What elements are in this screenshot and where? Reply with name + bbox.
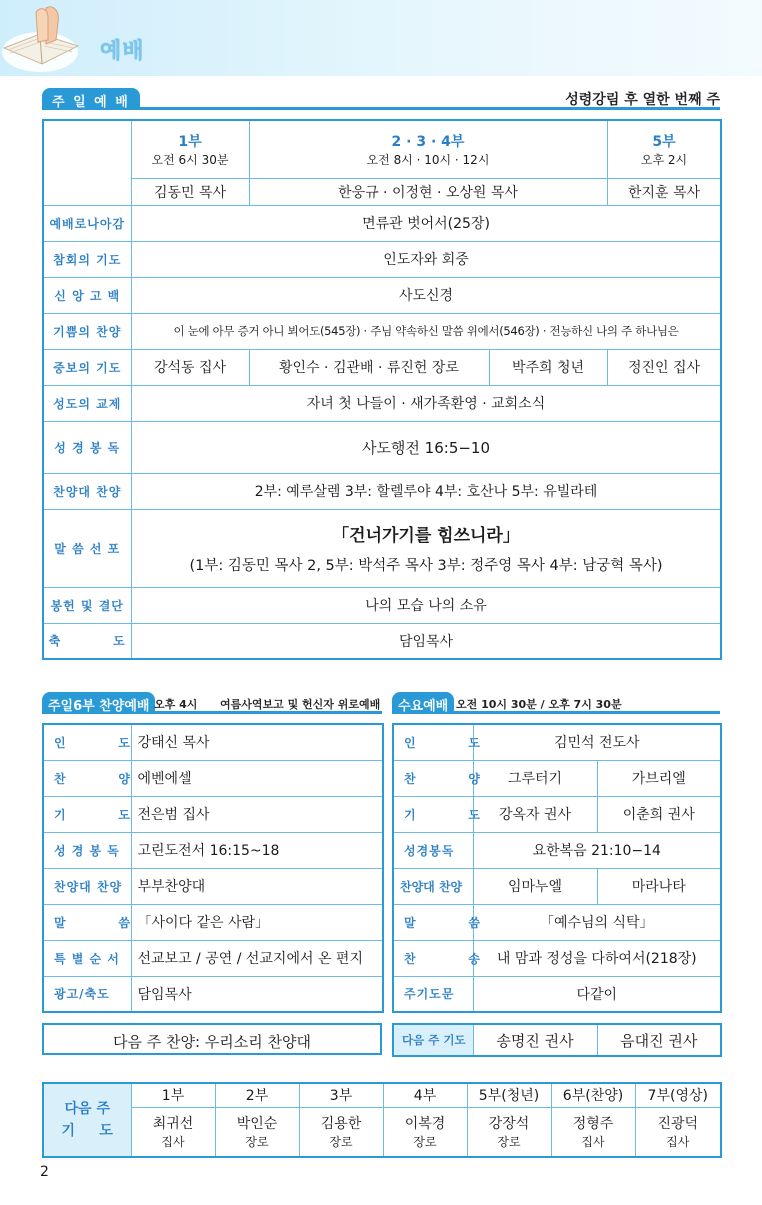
next-week-label-2: 기 도 (61, 1123, 113, 1139)
page-title: 예배 (100, 39, 145, 64)
nw-service-name: 4부 (383, 1083, 467, 1107)
sermon-preachers: (1부: 김동민 목사 2, 5부: 박석주 목사 3부: 정주영 목사 4부: 남궁혁 목사) (189, 558, 663, 574)
row-label: 성도의 교제 (43, 385, 131, 421)
row-label: 인 도 (43, 724, 131, 760)
row-label: 광고/축도 (43, 976, 131, 1012)
row-label: 성 경 봉 독 (43, 832, 131, 868)
next-week-choir: 다음 주 찬양: 우리소리 찬양대 (42, 1023, 382, 1055)
nw-person: 이복경 장로 (383, 1107, 467, 1157)
nw-service-name: 6부(찬양) (551, 1083, 635, 1107)
nw-service-name: 3부 (299, 1083, 383, 1107)
intercession-1: 강석동 집사 (131, 349, 249, 385)
service-234-pastor: 한웅규 · 이정현 · 오상원 목사 (249, 178, 607, 205)
row-label: 신 앙 고 백 (43, 277, 131, 313)
row-label: 특 별 순 서 (43, 940, 131, 976)
service-5-pastor: 한지훈 목사 (607, 178, 721, 205)
sixth-leader: 강태신 목사 (131, 724, 383, 760)
nw-service-name: 1부 (131, 1083, 215, 1107)
row-label: 참회의 기도 (43, 241, 131, 277)
nw-person: 정형주 집사 (551, 1107, 635, 1157)
wednesday-tab: 수요예배 (392, 692, 454, 714)
wednesday-service-table (392, 723, 722, 1013)
next-prayer-label: 다음 주 기도 (393, 1024, 473, 1056)
intercession-5: 박주희 청년 (489, 349, 607, 385)
wed-choir-pm: 마라나타 (597, 868, 721, 904)
row-label: 중보의 기도 (43, 349, 131, 385)
intercession-234: 황인수 · 김관배 · 류진헌 장로 (249, 349, 489, 385)
next-week-label-1: 다음 주 (64, 1101, 110, 1117)
wed-sermon: 「예수님의 식탁」 (473, 904, 721, 940)
bible-prayer-hands-icon (0, 0, 96, 76)
sixth-service-table (42, 723, 384, 1013)
wed-lords-prayer: 다같이 (473, 976, 721, 1012)
sixth-scripture: 고린도전서 16:15~18 (131, 832, 383, 868)
wed-hymn: 내 맘과 정성을 다하여서(218장) (473, 940, 721, 976)
nw-service-name: 7부(영상) (635, 1083, 721, 1107)
sixth-time: 오후 4시 (154, 698, 198, 711)
sunday-section-bar (42, 88, 720, 110)
nw-service-name: 2부 (215, 1083, 299, 1107)
row-label: 찬양대 찬양 (393, 868, 473, 904)
service-1-pastor: 김동민 목사 (131, 178, 249, 205)
row-label: 찬 양 (393, 760, 473, 796)
call-to-worship: 면류관 벗어서(25장) (131, 205, 721, 241)
wed-prayer-am: 강옥자 권사 (473, 796, 597, 832)
next-prayer-am: 송명진 권사 (473, 1024, 597, 1056)
sixth-prayer: 전은범 집사 (131, 796, 383, 832)
sunday-subtitle: 성령강림 후 열한 번째 주 (565, 92, 720, 108)
sunday-worship-table (42, 119, 722, 660)
nw-person: 강장석 장로 (467, 1107, 551, 1157)
row-label: 봉헌 및 결단 (43, 587, 131, 623)
page-header (0, 0, 762, 76)
wed-leader: 김민석 전도사 (473, 724, 721, 760)
sixth-praise: 에벤에셀 (131, 760, 383, 796)
row-label: 성경봉독 (393, 832, 473, 868)
row-label: 찬 송 (393, 940, 473, 976)
row-label: 말 씀 선 포 (43, 509, 131, 587)
sixth-note: 여름사역보고 및 헌신자 위로예배 (220, 698, 381, 711)
offering: 나의 모습 나의 소유 (131, 587, 721, 623)
service-234-header: 2 · 3 · 4부 오전 8시 · 10시 · 12시 (249, 120, 607, 178)
nw-service-name: 5부(청년) (467, 1083, 551, 1107)
wednesday-section-bar (392, 692, 720, 714)
nw-person: 진광덕 집사 (635, 1107, 721, 1157)
page-number: 2 (40, 1164, 49, 1180)
row-label: 기쁨의 찬양 (43, 313, 131, 349)
sixth-section-bar (42, 692, 382, 714)
wed-scripture: 요한복음 21:10−14 (473, 832, 721, 868)
praise-hymns: 이 눈에 아무 증거 아니 뵈어도(545장) · 주님 약속하신 말씀 위에서(546장) · 전능하신 나의 주 하나님은 (131, 313, 721, 349)
row-label: 찬 양 (43, 760, 131, 796)
benediction: 담임목사 (131, 623, 721, 659)
sixth-tab: 주일6부 찬양예배 (42, 692, 155, 714)
row-label: 찬양대 찬양 (43, 868, 131, 904)
row-label: 예배로나아감 (43, 205, 131, 241)
row-label: 기 도 (393, 796, 473, 832)
row-label: 기 도 (43, 796, 131, 832)
row-label: 말 씀 (43, 904, 131, 940)
nw-person: 박인순 장로 (215, 1107, 299, 1157)
confession-prayer: 인도자와 회중 (131, 241, 721, 277)
intercession-7: 정진인 집사 (607, 349, 721, 385)
wed-choir-am: 임마누엘 (473, 868, 597, 904)
creed: 사도신경 (131, 277, 721, 313)
row-label: 찬양대 찬양 (43, 473, 131, 509)
choir-anthems: 2부: 예루살렘 3부: 할렐루야 4부: 호산나 5부: 유빌라테 (131, 473, 721, 509)
scripture-reading: 사도행전 16:5−10 (131, 421, 721, 473)
corner-cell (43, 120, 131, 205)
sermon (131, 509, 721, 587)
service-1-header: 1부 오전 6시 30분 (131, 120, 249, 178)
row-label: 말 씀 (393, 904, 473, 940)
fellowship: 자녀 첫 나들이 · 새가족환영 · 교회소식 (131, 385, 721, 421)
row-label: 축 도 (43, 623, 131, 659)
row-label: 인 도 (393, 724, 473, 760)
service-5-header: 5부 오후 2시 (607, 120, 721, 178)
row-label: 성 경 봉 독 (43, 421, 131, 473)
sermon-title: 「건너가기를 힘쓰니라」 (332, 526, 520, 546)
wed-praise-pm: 가브리엘 (597, 760, 721, 796)
sixth-sermon: 「사이다 같은 사람」 (131, 904, 383, 940)
sixth-special: 선교보고 / 공연 / 선교지에서 온 편지 (131, 940, 383, 976)
sunday-tab: 주 일 예 배 (42, 88, 140, 110)
sixth-benediction: 담임목사 (131, 976, 383, 1012)
wednesday-time: 오전 10시 30분 / 오후 7시 30분 (456, 698, 622, 711)
nw-person: 최귀선 집사 (131, 1107, 215, 1157)
next-prayer-pm: 음대진 권사 (597, 1024, 721, 1056)
row-label: 주기도문 (393, 976, 473, 1012)
wed-prayer-pm: 이춘희 권사 (597, 796, 721, 832)
sixth-choir: 부부찬양대 (131, 868, 383, 904)
wed-praise-am: 그루터기 (473, 760, 597, 796)
next-week-prayer-table (42, 1082, 722, 1158)
wednesday-next-prayer (392, 1023, 722, 1057)
nw-person: 김용한 장로 (299, 1107, 383, 1157)
next-week-label (43, 1083, 131, 1157)
